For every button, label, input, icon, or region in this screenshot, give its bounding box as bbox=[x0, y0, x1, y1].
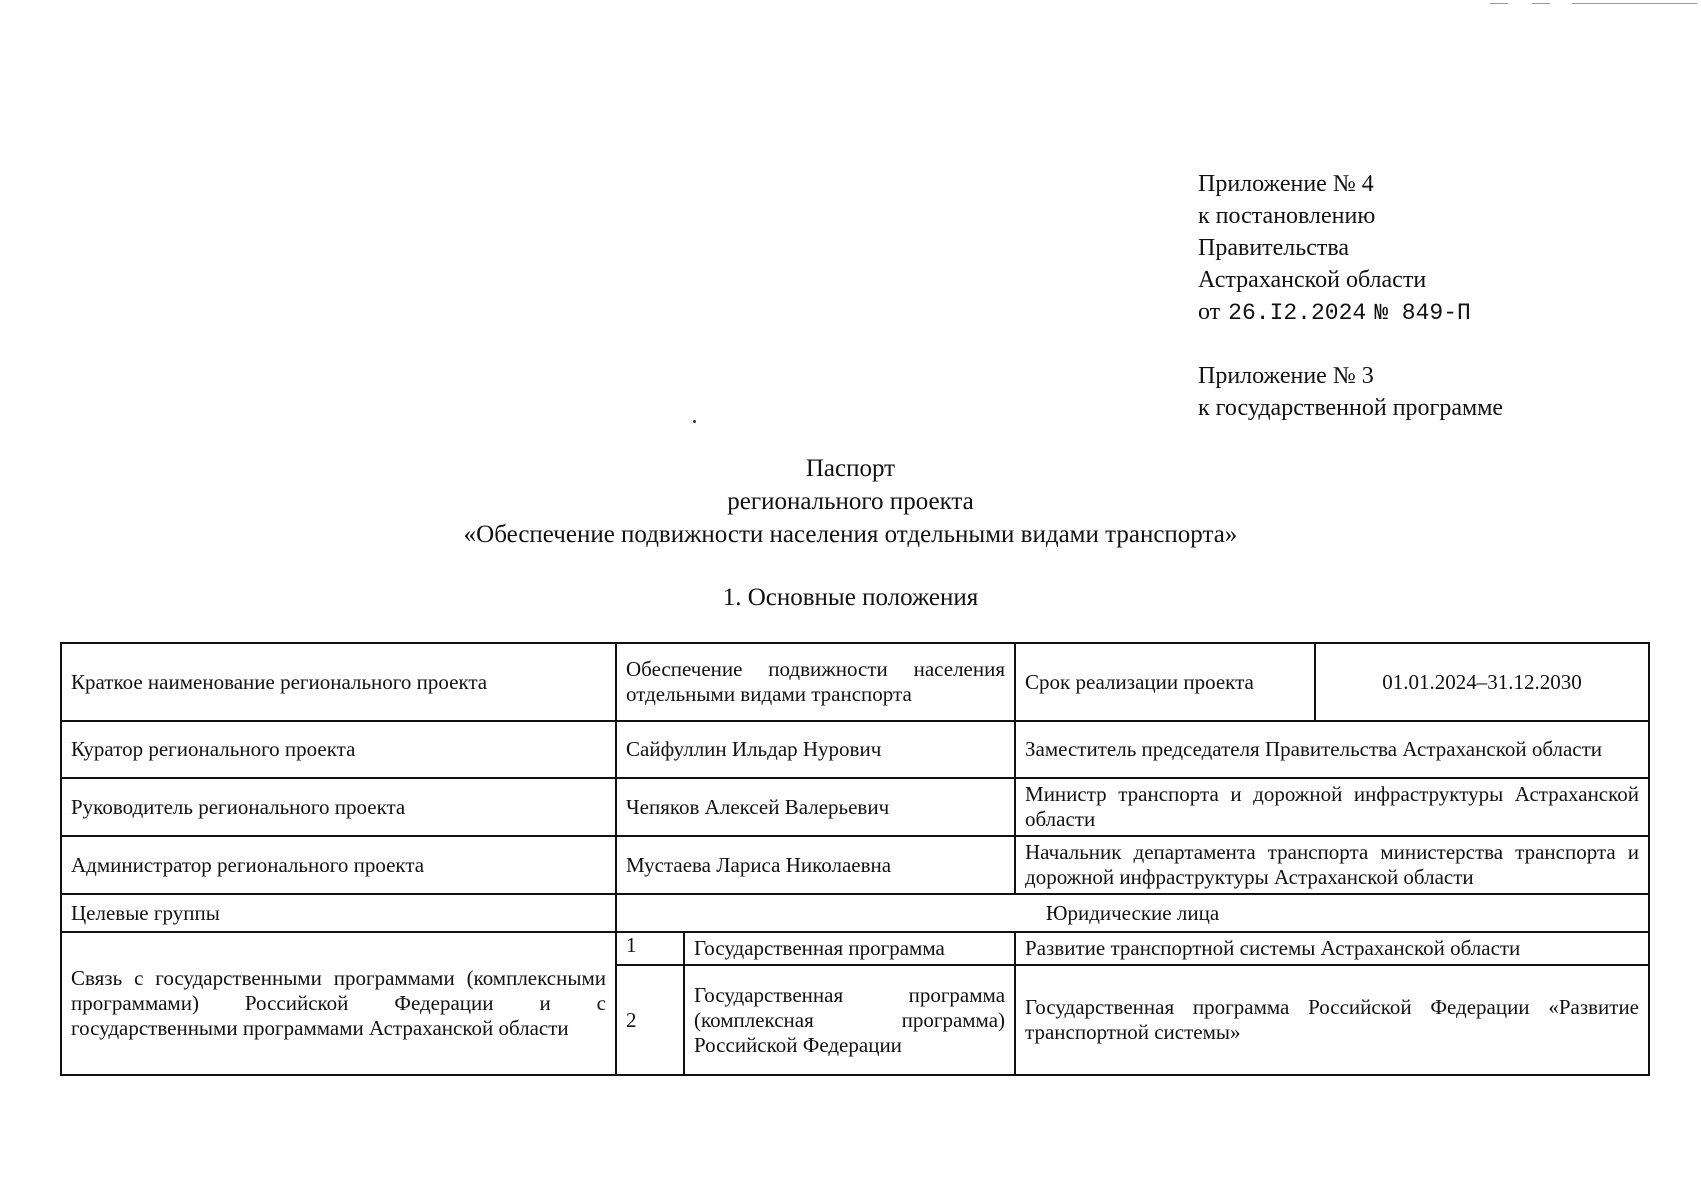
row-short-name bbox=[61, 643, 1649, 721]
short-name-label: Краткое наименование регионального проекта bbox=[61, 643, 616, 721]
row-head bbox=[61, 778, 1649, 836]
order-line bbox=[1198, 296, 1471, 329]
scan-marks bbox=[1480, 0, 1701, 6]
appendix-3-line2: к государственной программе bbox=[1198, 395, 1504, 421]
order-number: № 849-П bbox=[1374, 300, 1471, 326]
order-prefix: от bbox=[1198, 299, 1221, 325]
target-groups-label: Целевые группы bbox=[61, 894, 616, 932]
curator-label: Куратор регионального проекта bbox=[61, 721, 616, 778]
curator-position: Заместитель председателя Правительства Астраханской области bbox=[1015, 721, 1649, 778]
curator-name: Сайфуллин Ильдар Нурович bbox=[616, 721, 1015, 778]
section-heading: 1. Основные положения bbox=[722, 584, 979, 611]
appendix-4-line2: к постановлению bbox=[1198, 203, 1376, 229]
link-num: 1 bbox=[616, 932, 684, 965]
appendix-3-title: Приложение № 3 bbox=[1198, 363, 1374, 389]
links-label: Связь с государственными программами (комплексными программами) Российской Федерации и с государственными программами Астраханской области bbox=[61, 932, 616, 1075]
head-position: Министр транспорта и дорожной инфраструктуры Астраханской области bbox=[1015, 778, 1649, 836]
appendix-4-title: Приложение № 4 bbox=[1198, 171, 1374, 197]
link-type: Государственная программа bbox=[684, 932, 1015, 965]
period-label: Срок реализации проекта bbox=[1015, 643, 1315, 721]
row-links-1 bbox=[61, 932, 1649, 965]
title-line-1: Паспорт bbox=[805, 455, 896, 482]
scan-speck bbox=[693, 420, 696, 423]
document-title bbox=[0, 452, 1701, 551]
admin-name: Мустаева Лариса Николаевна bbox=[616, 836, 1015, 894]
appendix-4-header bbox=[1198, 168, 1471, 329]
link-type: Государственная программа (комплексная программа) Российской Федерации bbox=[684, 965, 1015, 1075]
row-admin bbox=[61, 836, 1649, 894]
appendix-4-line3: Правительства bbox=[1198, 235, 1350, 261]
appendix-3-header bbox=[1198, 360, 1503, 424]
short-name-value: Обеспечение подвижности населения отдельными видами транспорта bbox=[616, 643, 1015, 721]
title-line-3: «Обеспечение подвижности населения отдельными видами транспорта» bbox=[463, 521, 1238, 548]
admin-position: Начальник департамента транспорта министерства транспорта и дорожной инфраструктуры Астраханской области bbox=[1015, 836, 1649, 894]
link-num: 2 bbox=[616, 965, 684, 1075]
row-target-groups bbox=[61, 894, 1649, 932]
target-groups-value: Юридические лица bbox=[616, 894, 1649, 932]
link-name: Развитие транспортной системы Астраханской области bbox=[1015, 932, 1649, 965]
head-label: Руководитель регионального проекта bbox=[61, 778, 616, 836]
head-name: Чепяков Алексей Валерьевич bbox=[616, 778, 1015, 836]
row-curator bbox=[61, 721, 1649, 778]
appendix-4-line4: Астраханской области bbox=[1198, 267, 1427, 293]
period-value: 01.01.2024–31.12.2030 bbox=[1315, 643, 1649, 721]
link-name: Государственная программа Российской Федерации «Развитие транспортной системы» bbox=[1015, 965, 1649, 1075]
order-date: 26.I2.2024 bbox=[1228, 300, 1367, 326]
admin-label: Администратор регионального проекта bbox=[61, 836, 616, 894]
title-line-2: регионального проекта bbox=[727, 488, 974, 515]
passport-table bbox=[60, 642, 1650, 1076]
